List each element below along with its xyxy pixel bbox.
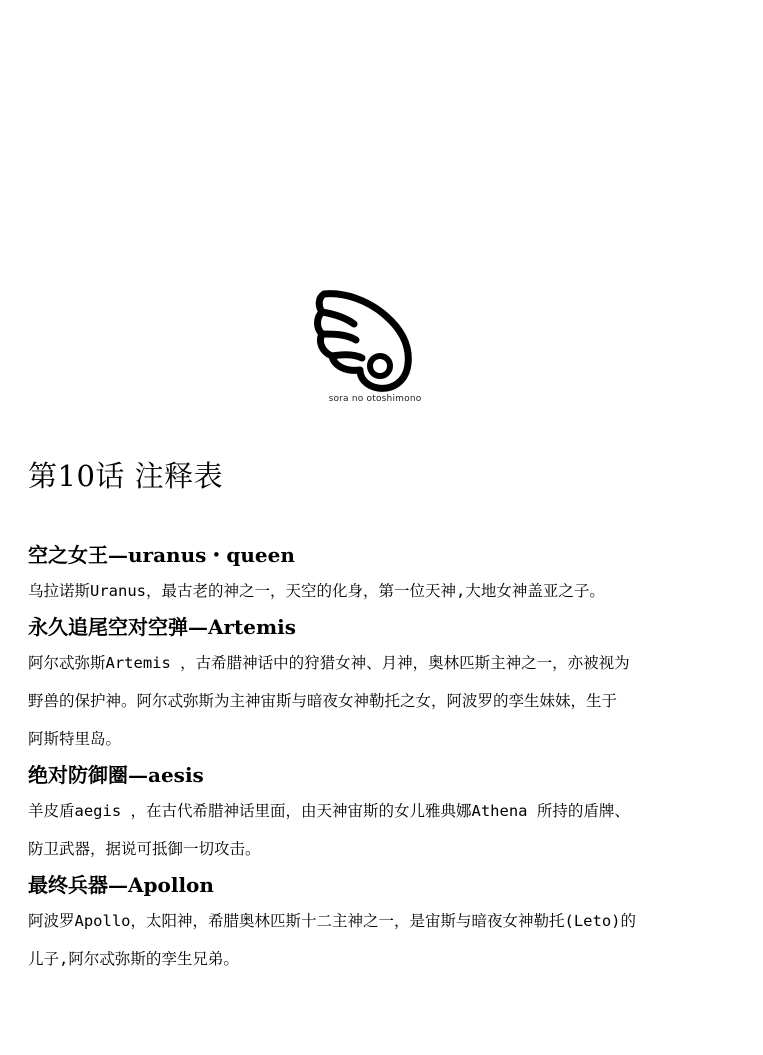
note-entry-aegis — [28, 758, 748, 868]
note-entry-apollon — [28, 868, 748, 978]
wing-icon — [310, 284, 440, 396]
page-title: 第10话 注释表 — [28, 459, 224, 493]
note-heading: 最终兵器—Apollon — [28, 873, 214, 897]
note-entry-artemis — [28, 610, 748, 758]
note-entry-uranus — [28, 538, 748, 610]
note-body: 乌拉诺斯Uranus，最古老的神之一，天空的化身，第一位天神,大地女神盖亚之子。 — [28, 582, 605, 600]
note-body: 阿尔忒弥斯Artemis ，古希腊神话中的狩猎女神、月神，奥林匹斯主神之一，亦被视为 野兽的保护神。阿尔忒弥斯为主神宙斯与暗夜女神勒托之女，阿波罗的孪生妹妹，生于 阿斯特里岛。 — [28, 654, 630, 748]
note-heading: 绝对防御圈—aesis — [28, 763, 204, 787]
note-body: 羊皮盾aegis ，在古代希腊神话里面，由天神宙斯的女儿雅典娜Athena 所持的盾牌、 防卫武器，据说可抵御一切攻击。 — [28, 802, 630, 858]
note-heading: 永久追尾空对空弹—Artemis — [28, 615, 297, 639]
logo-caption: sora no otoshimono — [328, 394, 422, 404]
note-heading: 空之女王—uranus・queen — [28, 543, 295, 567]
wing-logo — [310, 284, 440, 412]
notes-list — [28, 538, 748, 978]
note-body: 阿波罗Apollo，太阳神，希腊奥林匹斯十二主神之一，是宙斯与暗夜女神勒托(Leto)的 儿子,阿尔忒弥斯的孪生兄弟。 — [28, 912, 636, 968]
